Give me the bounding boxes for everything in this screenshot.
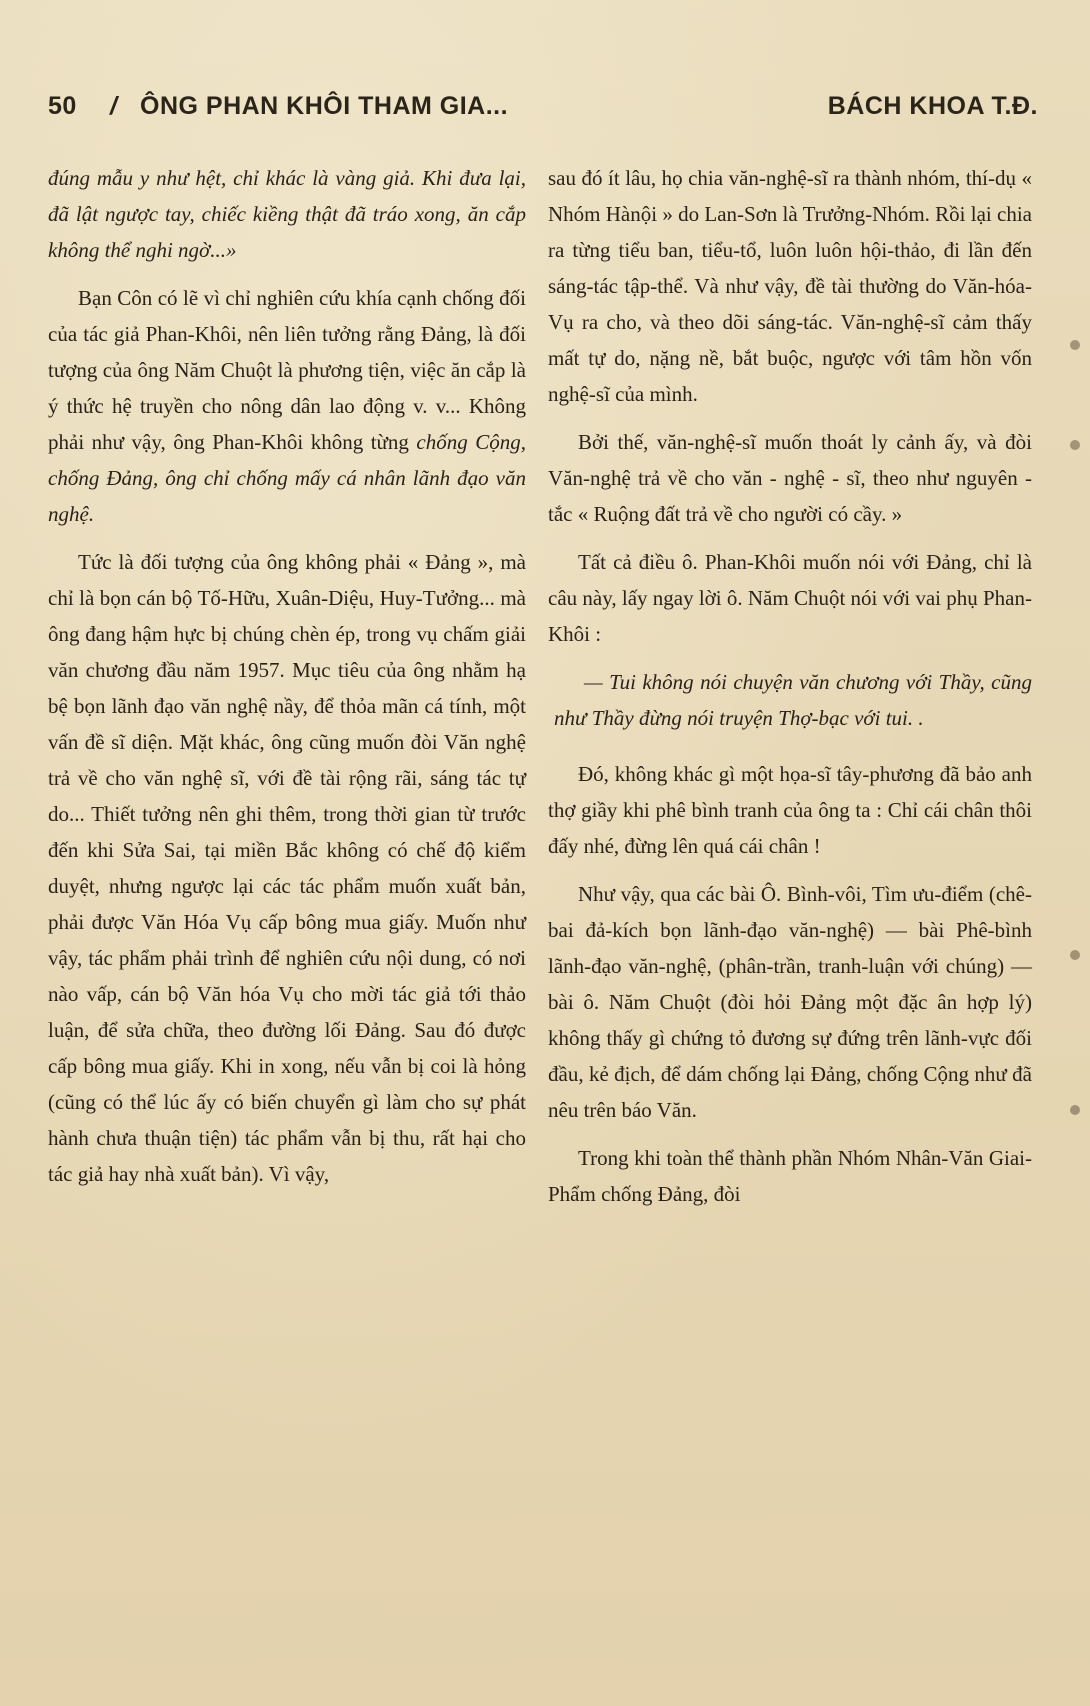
margin-mark: [1070, 950, 1080, 960]
paragraph: [48, 280, 526, 532]
margin-mark: [1070, 340, 1080, 350]
paragraph: Như vậy, qua các bài Ô. Bình-vôi, Tìm ưu-điểm (chê-bai đả-kích bọn lãnh-đạo văn-nghệ) — bài Phê-bình lãnh-đạo văn-nghệ, (phân-trần, tranh-luận với chúng) — bài ô. Năm Chuột (đòi hỏi Đảng một đặc ân hợp lý) không thấy gì chứng tỏ đương sự đứng trên lãnh-vực đối đầu, kẻ địch, để dám chống lại Đảng, chống Cộng như đã nêu trên báo Văn.: [548, 882, 1032, 1122]
header-separator: /: [110, 92, 118, 120]
emphasis-text: chống Cộng, chống Đảng, ông chỉ chống mấy cá nhân lãnh đạo văn nghệ.: [48, 430, 526, 526]
paragraph: Trong khi toàn thể thành phần Nhóm Nhân-Văn Giai-Phẩm chống Đảng, đòi: [548, 1146, 1032, 1206]
left-column: [48, 160, 526, 1192]
paragraph: Tức là đối tượng của ông không phải « Đảng », mà chỉ là bọn cán bộ Tố-Hữu, Xuân-Diệu, Huy-Tưởng... mà ông đang hậm hực bị chúng chèn ép, trong vụ chấm giải văn chương đầu năm 1957. Mục tiêu của ông nhằm hạ bệ bọn lãnh đạo văn nghệ nầy, để thỏa mãn cá tính, một vấn đề sĩ diện. Mặt khác, ông cũng muốn đòi Văn nghệ trả về cho văn nghệ sĩ, với đề tài rộng rãi, sáng tác tự do... Thiết tưởng nên ghi thêm, trong thời gian từ trước đến khi Sửa Sai, tại miền Bắc không có chế độ kiểm duyệt, nhưng ngược lại các tác phẩm muốn xuất bản, phải được Văn Hóa Vụ cấp bông mua giấy. Muốn như vậy, tác phẩm phải trình để nghiên cứu nội dung, có nơi nào vấp, cán bộ Văn hóa Vụ cho mời tác giả tới thảo luận, để sửa chữa, theo đường lối Đảng. Sau đó được cấp bông mua giấy. Khi in xong, nếu vẫn bị coi là hỏng (cũng có thể lúc ấy có biến chuyển gì làm cho sự phát hành chưa thuận tiện) tác phẩm vẫn bị thu, rất hại cho tác giả hay nhà xuất bản). Vì vậy,: [48, 550, 526, 1186]
paragraph: Tất cả điều ô. Phan-Khôi muốn nói với Đảng, chỉ là câu này, lấy ngay lời ô. Năm Chuột nói với vai phụ Phan-Khôi :: [548, 550, 1032, 646]
paragraph: Bởi thế, văn-nghệ-sĩ muốn thoát ly cảnh ấy, và đòi Văn-nghệ trả về cho văn - nghệ - sĩ, theo như nguyên - tắc « Ruộng đất trả về cho người có cầy. »: [548, 430, 1032, 526]
paragraph: Đó, không khác gì một họa-sĩ tây-phương đã bảo anh thợ giầy khi phê bình tranh của ông ta : Chỉ cái chân thôi đấy nhé, đừng lên quá cái chân !: [548, 762, 1032, 858]
paragraph: sau đó ít lâu, họ chia văn-nghệ-sĩ ra thành nhóm, thí-dụ « Nhóm Hànội » do Lan-Sơn là Trưởng-Nhóm. Rồi lại chia ra từng tiểu ban, tiểu-tổ, luôn luôn hội-thảo, đi lần đến sáng-tác tập-thể. Và như vậy, đề tài thường do Văn-hóa-Vụ ra cho, và theo dõi sáng-tác. Văn-nghệ-sĩ cảm thấy mất tự do, nặng nề, bắt buộc, ngược với tâm hồn vốn nghệ-sĩ của mình.: [548, 166, 1032, 406]
right-column: [548, 160, 1032, 1212]
paragraph: đúng mẫu y như hệt, chỉ khác là vàng giả. Khi đưa lại, đã lật ngược tay, chiếc kiềng thật đã tráo xong, ăn cắp không thể nghi ngờ...»: [48, 166, 526, 262]
page-number: 50: [48, 92, 77, 120]
running-title: ÔNG PHAN KHÔI THAM GIA...: [140, 92, 509, 120]
margin-mark: [1070, 440, 1080, 450]
journal-name: BÁCH KHOA T.Đ.: [827, 92, 1038, 120]
quoted-dialogue: — Tui không nói chuyện văn chương với Thầy, cũng như Thầy đừng nói truyện Thợ-bạc với tui. .: [554, 670, 1032, 730]
running-header: [48, 92, 1038, 126]
margin-mark: [1070, 1105, 1080, 1115]
paragraph-text: Bạn Côn có lẽ vì chỉ nghiên cứu khía cạnh chống đối của tác giả Phan-Khôi, nên liên tưởng rằng Đảng, là đối tượng của ông Năm Chuột là phương tiện, việc ăn cắp là ý thức hệ truyền cho nông dân lao động v. v... Không phải như vậy, ông Phan-Khôi không từng: [48, 286, 526, 454]
